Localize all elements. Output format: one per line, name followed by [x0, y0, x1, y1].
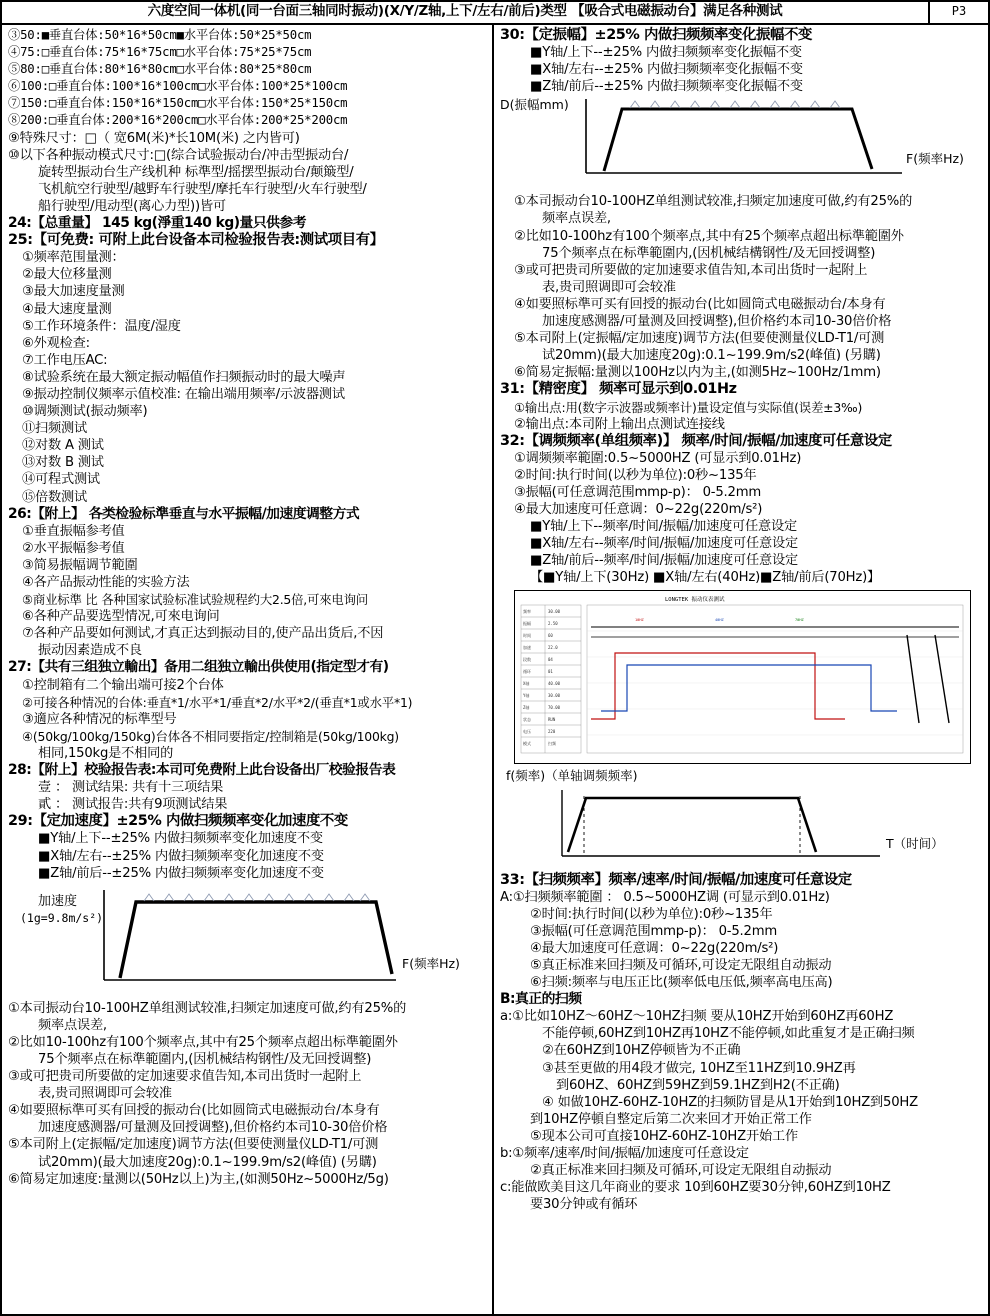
list-item: ⑫对数 A 测试: [22, 438, 104, 454]
svg-text:Z轴: Z轴: [523, 704, 530, 710]
list-item: ③振幅(可任意调范围mmp-p)： 0-5.2mm: [514, 484, 761, 500]
section-33-b-list: [500, 1008, 984, 1213]
list-item: ④最大速度量测: [22, 301, 112, 317]
svg-text:时间: 时间: [523, 632, 531, 638]
list-item: ⑪扫频测试: [22, 421, 87, 437]
svg-text:30.00: 30.00: [548, 608, 561, 614]
svg-text:扫频: 扫频: [548, 740, 556, 746]
section-26-title: 26:【附上】 各类检验标準垂直与水平振幅/加速度调整方式: [8, 505, 360, 522]
list-item: ②时间:执行时间(以秒为单位):0秒~135年: [530, 906, 773, 922]
list-item: 到10HZ停頓自整定后第二次来回才开始正常工作: [530, 1111, 812, 1127]
page-number: P3: [928, 2, 988, 23]
section-25-list: [8, 249, 488, 505]
section-30-notes: [500, 193, 984, 381]
svg-text:30.00: 30.00: [548, 692, 561, 698]
section-27-list: [8, 677, 488, 762]
list-item: ①输出点:用(数字示波器或频率计)量设定值与实际值(误差±3‰): [514, 399, 863, 415]
svg-text:01: 01: [548, 668, 553, 674]
list-item: ⑦各种产品要如何测试,才真正达到振动目的,使产品出货后,不因: [22, 626, 384, 642]
list-item: 要30分钟或有循环: [530, 1197, 638, 1213]
section-25-title: 25:【可免费: 可附上此台设备本司检验报告表:测试项目有】: [8, 232, 384, 249]
svg-text:2.50: 2.50: [548, 620, 558, 626]
svg-text:70HZ: 70HZ: [795, 617, 804, 622]
list-item: ④最大加速度可任意调：0~22g(220m/s²): [530, 940, 779, 956]
acceleration-frequency-chart: [8, 882, 488, 1000]
list-item: 旋转型振动台生产线机种 标準型/摇摆型振动台/颠簸型/: [38, 164, 354, 180]
section-30-title: 30:【定振幅】±25% 内做扫频频率变化振幅不变: [500, 27, 812, 43]
list-item: ■Z轴/前后--±25% 内做扫频频率变化加速度不变: [38, 865, 324, 881]
page-header: [2, 2, 988, 25]
list-item: 表,贵司照调即可会较准: [542, 279, 676, 295]
list-item: ①本司振动台10-100HZ单组测试较准,扫频定加速度可做,约有25%的: [514, 194, 913, 210]
section-28-title: 28:【附上】校验报告表:本司可免费附上此台设备出厂校验报告表: [8, 762, 396, 779]
list-item: ③50:■垂直台体:50*16*50cm■水平台体:50*25*50cm: [8, 28, 312, 42]
list-item: 频率点误差,: [38, 1017, 107, 1033]
list-item: ⑭可程式测试: [22, 472, 100, 488]
list-item: ■Y轴/上下--±25% 内做扫频频率变化振幅不变: [530, 45, 802, 61]
svg-text:状态: 状态: [523, 716, 531, 722]
list-item: ②比如10-100hz有100个频率点,其中有25个频率点超出标準範圍外: [8, 1034, 398, 1050]
section-33-title: 33:【扫频频率】频率/速率/时间/振幅/加速度可任意设定: [500, 871, 852, 888]
instrument-screenshot: [514, 590, 971, 764]
list-item: ■Y轴/上下--频率/时间/振幅/加速度可任意设定: [530, 519, 797, 535]
section-29-notes: [8, 1000, 488, 1188]
section-33-b-title: B:真正的扫频: [500, 991, 582, 1008]
list-item: 试20mm)(最大加速度20g):0.1~199.9m/s2(峰值) (另購): [38, 1154, 377, 1170]
list-item: 壹 ： 测试结果: 共有十三项结果: [38, 780, 224, 796]
list-item: ⑮倍数测试: [22, 489, 87, 505]
list-item: ③振幅(可任意调范围mmp-p)： 0-5.2mm: [530, 923, 777, 939]
list-item: ⑤80:□垂直台体:80*16*80cm□水平台体:80*25*80cm: [8, 62, 312, 77]
list-item: ⑤本司附上(定振幅/定加速度)调节方法(但要使测量仪LD-T1/可测: [514, 331, 885, 347]
chart-y-label-line1: 加速度: [38, 893, 78, 909]
list-item: 相同,150kg是不相同的: [38, 745, 174, 761]
list-item: 表,贵司照调即可会较准: [38, 1086, 172, 1102]
chart-y-label-line2: (1g=9.8m/s²): [20, 910, 104, 925]
list-item: ■X轴/左右--频率/时间/振幅/加速度可任意设定: [530, 536, 798, 552]
list-item: ②可接各种情况的台体:垂直*1/水平*1/垂直*2/水平*2/(垂直*1或水平*1): [22, 694, 413, 710]
list-item: ④(50kg/100kg/150kg)台体各不相同要指定/控制箱是(50kg/100kg): [22, 728, 399, 744]
list-item: ④ 如做10HZ-60HZ-10HZ的扫频防冒是从1开始到10HZ到50HZ: [542, 1094, 918, 1110]
list-item: ⑥简易定加速度:量测以(50Hz以上)为主,(如测50Hz~5000Hz/5g): [8, 1171, 389, 1187]
chart-x-label: F(频率Hz): [402, 955, 460, 971]
list-item: ③或可把贵司所要做的定加速要求值告知,本司出货时一起附上: [8, 1069, 362, 1085]
section-24-title: 24:【总重量】 145 kg(淨重140 kg)量只供参考: [8, 215, 307, 232]
section-33-a-list: [500, 889, 984, 992]
list-item: ⑤本司附上(定振幅/定加速度)调节方法(但要使测量仪LD-T1/可测: [8, 1137, 379, 1153]
list-item: ③適应各种情况的标準型号: [22, 711, 177, 727]
list-item: ⑧试验系统在最大额定振动幅值作扫频振动时的最大噪声: [22, 369, 346, 385]
list-item: 貳 ： 测试报告:共有9项测试结果: [38, 797, 228, 813]
list-item: ■Z轴/前后--±25% 内做扫频频率变化振幅不变: [530, 79, 803, 95]
list-item: c:能做欧美目这几年商业的要求 10到60HZ要30分钟,60HZ到10HZ: [500, 1180, 891, 1196]
list-item: 75个频率点在标準範圍内,(因机械结构钢性/及无回授调整): [38, 1051, 372, 1067]
section-29-title: 29:【定加速度】±25% 内做扫频频率变化加速度不变: [8, 813, 348, 830]
svg-text:220: 220: [548, 728, 556, 734]
svg-text:40HZ: 40HZ: [715, 617, 724, 622]
list-item: A:①扫频频率範圍 ： 0.5~5000HZ调 (可显示到0.01Hz): [500, 889, 830, 905]
list-item: ①调频频率範圍:0.5~5000HZ (可显示到0.01Hz): [514, 450, 802, 466]
section-32-title: 32:【调频频率(单组频率)】 频率/时间/振幅/加速度可任意设定: [500, 432, 892, 449]
list-item: ⑤商业标準 比 各种国家试验标准试验规程约大2.5倍,可來电询问: [22, 592, 368, 608]
list-item: 到60HZ、60HZ到59HZ到59.1HZ到H2(不正确): [556, 1077, 840, 1093]
list-item: ③简易振幅调节範圍: [22, 557, 138, 573]
list-item: ⑦150:□垂直台体:150*16*150cm□水平台体:150*25*150cm: [8, 96, 348, 111]
list-item: ②在60HZ到10HZ停顿皆为不正确: [542, 1043, 741, 1059]
list-item: ⑦工作电压AC:: [22, 352, 108, 368]
list-item: ⑤真正标准来回扫频及可循环,可设定无限组自动振动: [530, 958, 832, 973]
list-item: ⑥扫频:频率与电压正比(频率低电压低,频率高电压高): [530, 975, 833, 991]
list-item: 频率点误差,: [542, 211, 611, 227]
list-item: 船行驶型/甩动型(离心力型))皆可: [38, 198, 226, 214]
list-item: a:①比如10HZ～60HZ～10HZ扫频 要从10HZ开始到60HZ再60HZ: [500, 1009, 894, 1025]
list-item: ④如要照标準可买有回授的振动台(比如圆筒式电磁振动台/本身有: [8, 1103, 380, 1119]
section-27-title: 27:【共有三组独立輸出】备用二组独立輸出供使用(指定型才有): [8, 659, 389, 676]
right-column: [494, 25, 988, 1316]
section-32-list: [500, 450, 984, 587]
list-item: b:①频率/速率/时间/振幅/加速度可任意设定: [500, 1146, 749, 1162]
svg-text:60: 60: [548, 632, 553, 638]
svg-text:RUN: RUN: [548, 716, 556, 722]
list-item: ■Z轴/前后--频率/时间/振幅/加速度可任意设定: [530, 553, 798, 569]
list-item: ①频率范围量测：: [22, 250, 125, 266]
list-item: ②时间:执行时间(以秒为单位):0秒~135年: [514, 467, 757, 483]
chart-y-label: f(频率)（单轴调频频率): [506, 767, 638, 783]
list-item: ①垂直振幅参考值: [22, 523, 125, 539]
list-item: ⑥各种产品要选型情况,可來电询问: [22, 609, 220, 625]
list-item: 加速度感测器/可量测及回授调整),但价格约本司10-30倍价格: [542, 314, 892, 330]
axis-frequency-summary: 【■Y轴/上下(30Hz) ■X轴/左右(40Hz)■Z轴/前后(70Hz)】: [530, 570, 881, 586]
size-list: [8, 27, 488, 147]
list-item: ④如要照标準可买有回授的振动台(比如圆筒式电磁振动台/本身有: [514, 296, 886, 312]
list-item: ①控制箱有二个输出端可接2个台体: [22, 677, 224, 693]
chart-x-label: F(频率Hz): [906, 151, 964, 167]
list-item: ⑩调频测试(振动频率): [22, 404, 148, 420]
list-item: ④各产品振动性能的实验方法: [22, 575, 190, 590]
left-column: [2, 25, 494, 1316]
list-item: 加速度感测器/可量测及回授调整),但价格约本司10-30倍价格: [38, 1120, 388, 1136]
chart-x-label: T（时间）: [886, 835, 944, 851]
section-29-axis-list: [8, 830, 488, 881]
svg-text:振幅: 振幅: [523, 620, 531, 626]
list-item: ①本司振动台10-100HZ单组测试较准,扫频定加速度可做,约有25%的: [8, 1000, 407, 1016]
section-31-list: [500, 399, 984, 433]
list-item: ⑬对数 B 测试: [22, 455, 104, 471]
list-item: ■X轴/左右--±25% 内做扫频频率变化振幅不变: [530, 62, 803, 78]
list-item: ③最大加速度量测: [22, 284, 125, 300]
list-item: ■Y轴/上下--±25% 内做扫频频率变化加速度不变: [38, 831, 323, 847]
svg-text:10HZ: 10HZ: [635, 617, 644, 622]
list-item: ④最大加速度可任意调：0~22g(220m/s²): [514, 502, 763, 518]
list-item: ②最大位移量测: [22, 267, 112, 283]
list-item: 75个频率点在标準範圍内,(因机械结構钢性/及无回授调整): [542, 245, 876, 261]
svg-text:X轴: X轴: [523, 680, 530, 686]
list-item: ⑥外观检查:: [22, 335, 90, 351]
list-item: ⑧200:□垂直台体:200*16*200cm□水平台体:200*25*200cm: [8, 113, 348, 128]
svg-text:电压: 电压: [523, 728, 531, 734]
svg-text:频率: 频率: [523, 608, 531, 614]
list-item: ⑤现本公司可直接10HZ-60HZ-10HZ开始工作: [530, 1128, 798, 1144]
list-item: 不能停顿,60HZ到10HZ再10HZ不能停顿,如此重复才是正确扫频: [542, 1026, 915, 1042]
list-item: ⑥简易定振幅:量测以100Hz以内为主,(如测5Hz~100Hz/1mm): [514, 365, 881, 381]
svg-text:Y轴: Y轴: [523, 692, 530, 698]
list-item: ②输出点:本司附上输出点测试连接线: [514, 416, 725, 432]
page-title: 六度空间一体机(同一台面三轴同时振动)(X/Y/Z轴,上下/左右/前后)类型 【吸合式电磁振动台】满足各种测试: [147, 3, 783, 19]
list-item: ③或可把贵司所要做的定加速要求值告知,本司出货时一起附上: [514, 262, 868, 278]
mode-list: [8, 147, 488, 215]
svg-text:加速: 加速: [523, 644, 531, 650]
list-item: ③甚至更做的用4段才做完, 10HZ至11HZ到10.9HZ再: [542, 1060, 856, 1076]
svg-text:22.0: 22.0: [548, 644, 558, 650]
svg-text:04: 04: [548, 656, 553, 662]
list-item: ⑩以下各种振动模式尺寸:□(综合试验振动台/冲击型振动台/: [8, 147, 349, 163]
list-item: ②真正标准来回扫频及可循环,可设定无限组自动振动: [530, 1163, 832, 1179]
list-item: ⑤工作环境条件：温度/湿度: [22, 318, 181, 334]
chart-y-label: D(振幅mm): [500, 97, 569, 113]
svg-text:40.00: 40.00: [548, 680, 561, 686]
svg-text:段数: 段数: [523, 656, 531, 662]
list-item: ⑥100:□垂直台体:100*16*100cm□水平台体:100*25*100cm: [8, 79, 348, 94]
frequency-time-chart: [500, 764, 984, 872]
list-item: ⑨振动控制仪频率示值校准: 在输出端用频率/示波器测试: [22, 386, 345, 402]
list-item: ④75:□垂直台体:75*16*75cm□水平台体:75*25*75cm: [8, 45, 312, 60]
section-26-list: [8, 523, 488, 660]
section-31-title: 31:【精密度】 频率可显示到0.01Hz: [500, 381, 737, 398]
section-28-list: [8, 779, 488, 813]
list-item: ⑨特殊尺寸：□（ 宽6M(米)*长10M(米) 之内皆可): [8, 130, 300, 146]
list-item: ②比如10-100hz有100个频率点,其中有25个频率点超出标準範圍外: [514, 228, 904, 244]
svg-text:循环: 循环: [523, 668, 531, 674]
svg-text:70.00: 70.00: [548, 704, 561, 710]
list-item: ②水平振幅参考值: [22, 540, 125, 556]
section-30-axis-list: [500, 44, 984, 95]
amplitude-frequency-chart: [500, 95, 984, 193]
list-item: 振动因素造成不良: [38, 643, 142, 659]
list-item: 试20mm)(最大加速度20g):0.1~199.9m/s2(峰值) (另購): [542, 348, 881, 364]
two-column-body: [2, 25, 988, 1316]
instrument-screenshot-title: LONGTEK 振动仪表测试: [665, 596, 725, 603]
svg-text:模式: 模式: [523, 740, 531, 746]
list-item: ■X轴/左右--±25% 内做扫频频率变化加速度不变: [38, 848, 324, 864]
list-item: 飞机航空行驶型/越野车行驶型/摩托车行驶型/火车行驶型/: [38, 181, 367, 197]
